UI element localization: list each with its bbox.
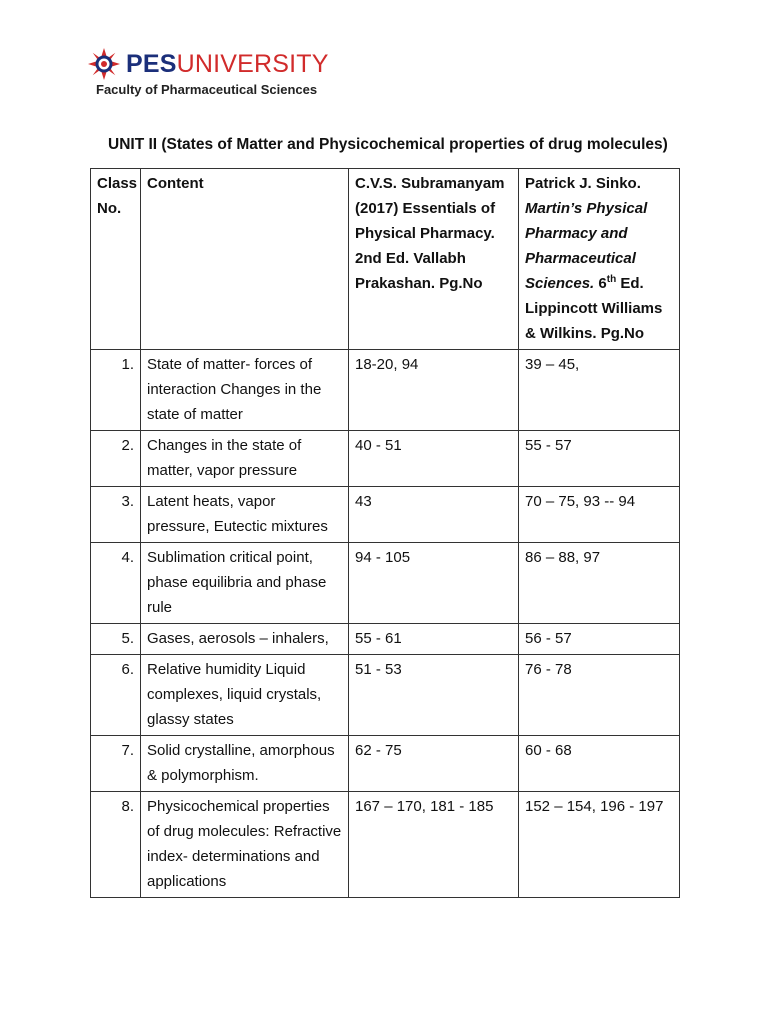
faculty-name: Faculty of Pharmaceutical Sciences bbox=[96, 82, 318, 97]
header-reference-sinko bbox=[519, 169, 680, 350]
content-cell: Solid crystalline, amorphous & polymorphism. bbox=[141, 736, 349, 792]
class-number-cell: 4. bbox=[91, 543, 141, 624]
content-cell: Sublimation critical point, phase equilibria and phase rule bbox=[141, 543, 349, 624]
class-number-cell: 8. bbox=[91, 792, 141, 898]
subramanyam-pages-cell: 62 - 75 bbox=[349, 736, 519, 792]
sinko-pages-cell: 76 - 78 bbox=[519, 655, 680, 736]
sinko-pages-cell: 55 - 57 bbox=[519, 431, 680, 487]
subramanyam-pages-cell: 43 bbox=[349, 487, 519, 543]
content-cell: Latent heats, vapor pressure, Eutectic mixtures bbox=[141, 487, 349, 543]
sinko-pages-cell: 60 - 68 bbox=[519, 736, 680, 792]
ref2-edition-suffix: th bbox=[606, 274, 617, 285]
sinko-pages-cell: 152 – 154, 196 - 197 bbox=[519, 792, 680, 898]
class-number-cell: 2. bbox=[91, 431, 141, 487]
syllabus-table bbox=[90, 168, 680, 898]
content-cell: Changes in the state of matter, vapor pressure bbox=[141, 431, 349, 487]
subramanyam-pages-cell: 40 - 51 bbox=[349, 431, 519, 487]
sinko-pages-cell: 56 - 57 bbox=[519, 624, 680, 655]
table-row bbox=[91, 487, 680, 543]
ref2-publisher: Ed. Lippincott Williams & Wilkins. Pg.No bbox=[525, 275, 663, 342]
sinko-pages-cell: 70 – 75, 93 -- 94 bbox=[519, 487, 680, 543]
class-number-cell: 1. bbox=[91, 350, 141, 431]
subramanyam-pages-cell: 55 - 61 bbox=[349, 624, 519, 655]
sinko-pages-cell: 86 – 88, 97 bbox=[519, 543, 680, 624]
ref2-edition-number: 6 bbox=[598, 275, 607, 292]
table-row bbox=[91, 350, 680, 431]
table-row bbox=[91, 736, 680, 792]
table-row bbox=[91, 655, 680, 736]
content-cell: Physicochemical properties of drug molecules: Refractive index- determinations and applications bbox=[141, 792, 349, 898]
header-content: Content bbox=[141, 169, 349, 350]
sinko-pages-cell: 39 – 45, bbox=[519, 350, 680, 431]
class-number-cell: 5. bbox=[91, 624, 141, 655]
content-cell: Gases, aerosols – inhalers, bbox=[141, 624, 349, 655]
class-number-cell: 3. bbox=[91, 487, 141, 543]
table-header-row bbox=[91, 169, 680, 350]
subramanyam-pages-cell: 94 - 105 bbox=[349, 543, 519, 624]
table-row bbox=[91, 431, 680, 487]
unit-title: UNIT II (States of Matter and Physicochemical properties of drug molecules) bbox=[108, 136, 668, 153]
class-number-cell: 7. bbox=[91, 736, 141, 792]
content-cell: Relative humidity Liquid complexes, liquid crystals, glassy states bbox=[141, 655, 349, 736]
table-row bbox=[91, 792, 680, 898]
subramanyam-pages-cell: 167 – 170, 181 - 185 bbox=[349, 792, 519, 898]
ref2-author: Patrick J. Sinko. bbox=[525, 175, 641, 192]
ref2-book-title: Martin’s Physical Pharmacy and Pharmaceutical Sciences. bbox=[525, 200, 648, 292]
table-row bbox=[91, 624, 680, 655]
content-cell: State of matter- forces of interaction Changes in the state of matter bbox=[141, 350, 349, 431]
logo-pes-text: PES bbox=[126, 50, 177, 78]
logo-university-text: UNIVERSITY bbox=[176, 50, 329, 78]
university-emblem-icon bbox=[88, 48, 120, 80]
class-number-cell: 6. bbox=[91, 655, 141, 736]
header-reference-subramanyam: C.V.S. Subramanyam (2017) Essentials of Physical Pharmacy. 2nd Ed. Vallabh Prakashan. Pg.No bbox=[349, 169, 519, 350]
table-row bbox=[91, 543, 680, 624]
header-class-no: Class No. bbox=[91, 169, 141, 350]
pes-university-logo bbox=[88, 48, 329, 80]
subramanyam-pages-cell: 51 - 53 bbox=[349, 655, 519, 736]
subramanyam-pages-cell: 18-20, 94 bbox=[349, 350, 519, 431]
